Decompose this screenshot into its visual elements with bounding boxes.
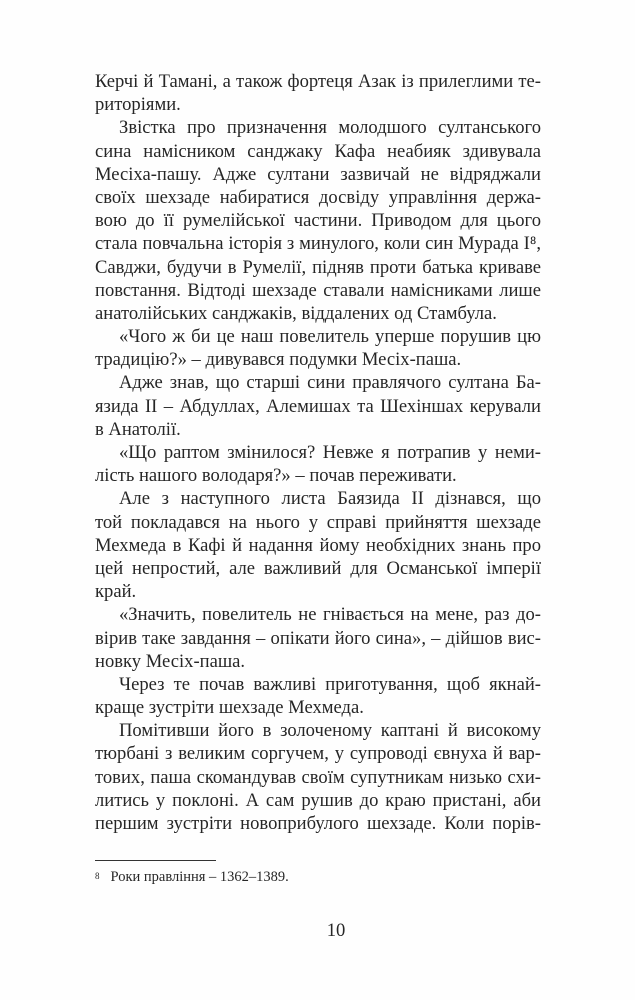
paragraph xyxy=(95,673,541,719)
text-line: вою до її румелійської частини. Приводом для цього xyxy=(95,210,541,232)
paragraph xyxy=(95,719,541,835)
text-line: Месіха-пашу. Адже султани зазвичай не відряджали xyxy=(95,163,541,185)
text-line: тових, паша скомандував своїм супутникам низько схи- xyxy=(95,766,541,788)
text-line: стала повчальна історія з минулого, коли син Мурада I⁸, xyxy=(95,233,541,255)
footnote-text: Роки правління – 1362–1389. xyxy=(110,869,289,885)
text-line: Мехмеда в Кафі й надання йому необхідних знань про xyxy=(95,534,541,556)
text-line: Через те почав важливі приготування, щоб якнай- xyxy=(119,673,541,695)
text-line: тюрбані з великим соргучем, у супроводі євнуха й вар- xyxy=(95,743,541,765)
body-text xyxy=(95,70,541,835)
text-line: «Що раптом змінилося? Невже я потрапив у неми- xyxy=(119,442,541,463)
text-line: традицію?» – дивувався подумки Месіх-паша. xyxy=(95,349,462,371)
text-line: своїх шехзаде набиратися досвіду управління держа- xyxy=(95,186,541,208)
text-line: в Анатолії. xyxy=(95,418,181,440)
text-line: Адже знав, що старші сини правлячого султана Ба- xyxy=(119,372,541,394)
text-line: лість нашого володаря?» – почав переживати. xyxy=(95,465,457,487)
text-line: язида II – Абдуллах, Алемишах та Шехіншах керували xyxy=(95,395,541,417)
text-line: першим зустріти новоприбулого шехзаде. Коли порів- xyxy=(95,813,541,834)
text-line: риторіями. xyxy=(95,94,181,116)
text-line: повстання. Відтоді шехзаде ставали намісниками лише xyxy=(95,279,541,301)
paragraph xyxy=(95,70,541,116)
text-line: сина намісником санджаку Кафа неабияк здивувала xyxy=(95,140,541,162)
paragraph xyxy=(95,603,541,673)
paragraph xyxy=(95,441,541,487)
text-line: литись у поклоні. А сам рушив до краю пристані, аби xyxy=(95,789,541,811)
text-line: цей непростий, але важливий для Османської імперії xyxy=(95,557,541,579)
text-line: вірив таке завдання – опікати його сина», – дійшов вис- xyxy=(95,627,541,649)
footnote-divider xyxy=(95,860,216,861)
text-line: Звістка про призначення молодшого султанського xyxy=(119,117,541,139)
text-line: Савджи, будучи в Румелії, підняв проти батька криваве xyxy=(95,256,541,278)
footnote xyxy=(95,868,289,886)
text-line: «Чого ж би це наш повелитель уперше порушив цю xyxy=(119,326,541,348)
text-line: той покладався на нього у справі прийняття шехзаде xyxy=(95,511,541,533)
footnote-number: 8 xyxy=(95,871,100,881)
text-line: новку Месіх-паша. xyxy=(95,650,246,672)
paragraph xyxy=(95,487,541,603)
text-line: край. xyxy=(95,581,137,603)
paragraph xyxy=(95,116,541,325)
page-number: 10 xyxy=(326,920,346,941)
paragraph xyxy=(95,371,541,441)
text-line: Керчі й Тамані, а також фортеця Азак із прилеглими те- xyxy=(95,71,541,92)
text-line: «Значить, повелитель не гнівається на мене, раз до- xyxy=(119,604,541,626)
text-line: Помітивши його в золоченому каптані й високому xyxy=(119,720,541,742)
text-line: анатолійських санджаків, віддалених од Стамбула. xyxy=(95,302,497,324)
text-line: Але з наступного листа Баязида II дізнався, що xyxy=(119,488,541,510)
text-line: краще зустріти шехзаде Мехмеда. xyxy=(95,697,364,719)
paragraph xyxy=(95,325,541,371)
